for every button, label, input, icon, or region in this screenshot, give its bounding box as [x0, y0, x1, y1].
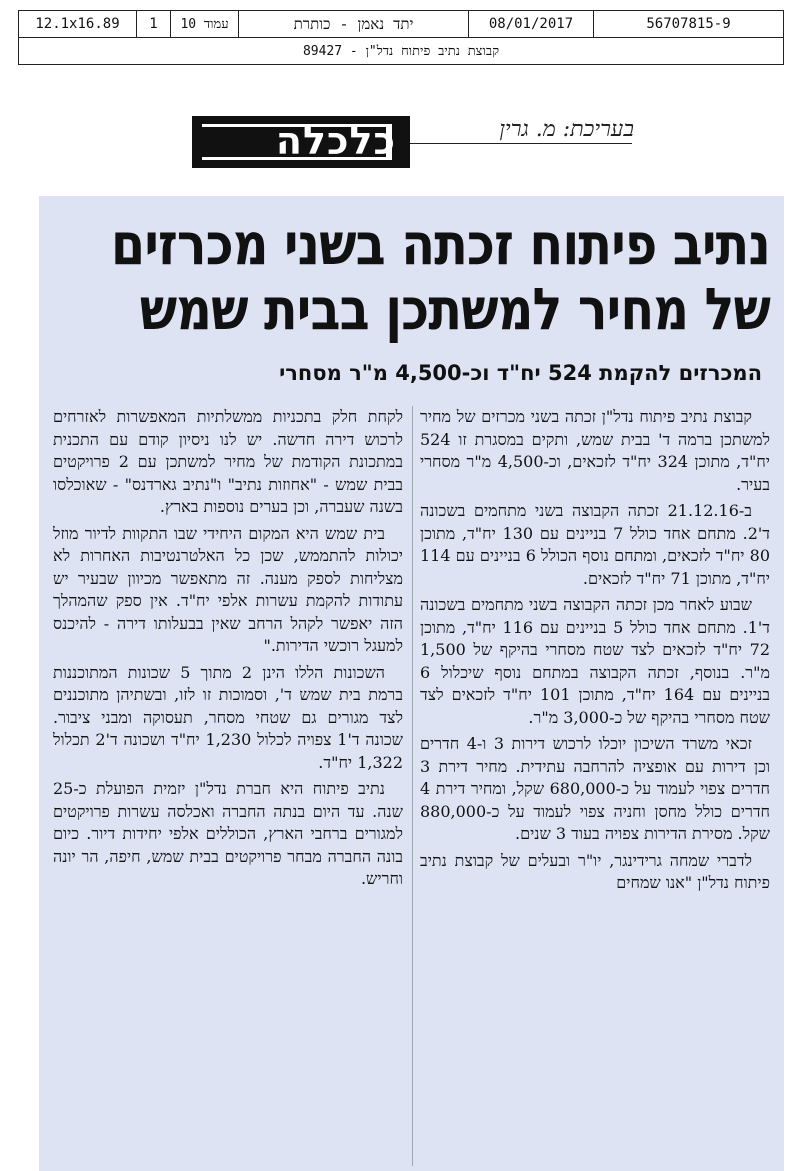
clip-size: 12.1x16.89 — [19, 11, 137, 37]
clip-id: 56707815-9 — [646, 16, 731, 32]
article — [39, 196, 784, 1171]
clipping-header — [18, 10, 784, 65]
paragraph: זכאי משרד השיכון יוכלו לרכוש דירות 3 ו-4 חדרים וכן דירות עם אופציה להרחבה עתידית. מחיר דירת 3 חדרים צפוי לעמוד על כ-680,000 שקל, ומחיר דירת 4 חדרים כולל מחסן וחניה צפוי לעמוד על כ-880,000 שקל. מסירת הדירות צפויה בעוד 3 שנים. — [420, 734, 770, 843]
clipping-header-row — [19, 11, 783, 38]
article-column-left — [53, 406, 403, 895]
paragraph: לדברי שמחה גרידינגר, יו"ר ובעלים של קבוצת נתיב פיתוח נדל"ן "אנו שמחים — [420, 850, 770, 892]
section-editor: בעריכת: מ. גרין — [499, 117, 634, 142]
paragraph: בית שמש היא המקום היחידי שבו התקוות לדיור מוזל יכולות להתממש, שכן כל האלטרנטיבות האחרות לא מצליחות לספק מענה. זה מתאפשר מכיוון שבעיר יש עתודות להקמת עשרות אלפי יח"ד. אין ספק שהמהלך הזה יאפשר לקהל הרחב שאין בבעלותו דירה - להיכנס למעגל רוכשי הדירות." — [53, 523, 403, 655]
headline-line-1: נתיב פיתוח זכתה בשני מכרזים — [110, 210, 771, 278]
section-logo — [192, 116, 410, 168]
article-headline — [110, 210, 771, 343]
article-column-right — [420, 406, 770, 899]
paragraph: נתיב פיתוח היא חברת נדל"ן יזמית הפועלת כ-25 שנה. עד היום בנתה החברה ואכלסה עשרות פרויקטים למגורים ברחבי הארץ, הכוללים אלפי יחידות דיור. כיום בונה החברה מבחר פרויקטים בבית שמש, חיפה, הר יונה וחריש. — [53, 779, 403, 888]
section-banner — [192, 116, 632, 168]
clip-client: קבוצת נתיב פיתוח נדל"ן - 89427 — [302, 44, 500, 59]
paragraph: השכונות הללו הינן 2 מתוך 5 שכונות המתוכננות ברמת בית שמש ד', וסמוכות זו לזו, ובשתיהן מתוכננים לצד מגורים גם שטחי מסחר, תעסוקה ומבני ציבור. שכונה ד'1 צפויה לכלול 1,230 יח"ד ושכונה ד'2 תכלול 1,322 יח"ד. — [53, 662, 404, 772]
column-divider — [412, 406, 413, 1166]
paragraph: שבוע לאחר מכן זכתה הקבוצה בשני מתחמים בשכונה ד'1. מתחם אחד כולל 5 בניינים עם 116 יח"ד, מתוכן 72 יח"ד לזכאים לצד שטח מסחרי בהיקף של 1,500 מ"ר. בנוסף, זכתה הקבוצה במתחם נוסף שיכלול 6 בניינים עם 164 יח"ד, מתוכן 101 יח"ד לזכאים לצד שטח מסחרי בהיקף של כ-3,000 מ"ר. — [420, 595, 771, 727]
paragraph: קבוצת נתיב פיתוח נדל"ן זכתה בשני מכרזים של מחיר למשתכן ברמה ד' בבית שמש, ותקים במסגרת זו 524 יח"ד, מתוכן 324 יח"ד לזכאים, וכ-4,500 מ"ר מסחרי בעיר. — [420, 407, 771, 494]
headline-line-2: של מחיר למשתכן בבית שמש — [139, 275, 770, 343]
article-subheadline: המכרזים להקמת 524 יח"ד וכ-4,500 מ"ר מסחרי — [279, 361, 762, 385]
section-logo-text: כלכלה — [275, 119, 396, 163]
paragraph: ב-21.12.16 זכתה הקבוצה בשני מתחמים בשכונה ד'2. מתחם אחד כולל 7 בניינים עם 130 יח"ד, מתוכן 80 יח"ד לזכאים, ומתחם נוסף הכולל 6 בניינים עם 114 יח"ד, מתוכן 71 יח"ד לזכאים. — [420, 501, 771, 588]
clip-date: 08/01/2017 — [469, 11, 594, 37]
clip-publication: יתד נאמן - כותרת — [239, 11, 469, 37]
clip-page: עמוד 10 — [171, 11, 239, 37]
paragraph: לקחת חלק בתכניות ממשלתיות המאפשרות לאזרחים לרכוש דירה חדשה. יש לנו ניסיון קודם עם התכנית במתכונת הקודמת של מחיר למשתכן עם 2 פרויקטים בבית שמש - "אחוזות נתיב" ו"נתיב גארדנס" - שאוכלסו בשנה שעברה, וכן בערים נוספות בארץ. — [53, 407, 403, 516]
clip-count: 1 — [137, 11, 171, 37]
